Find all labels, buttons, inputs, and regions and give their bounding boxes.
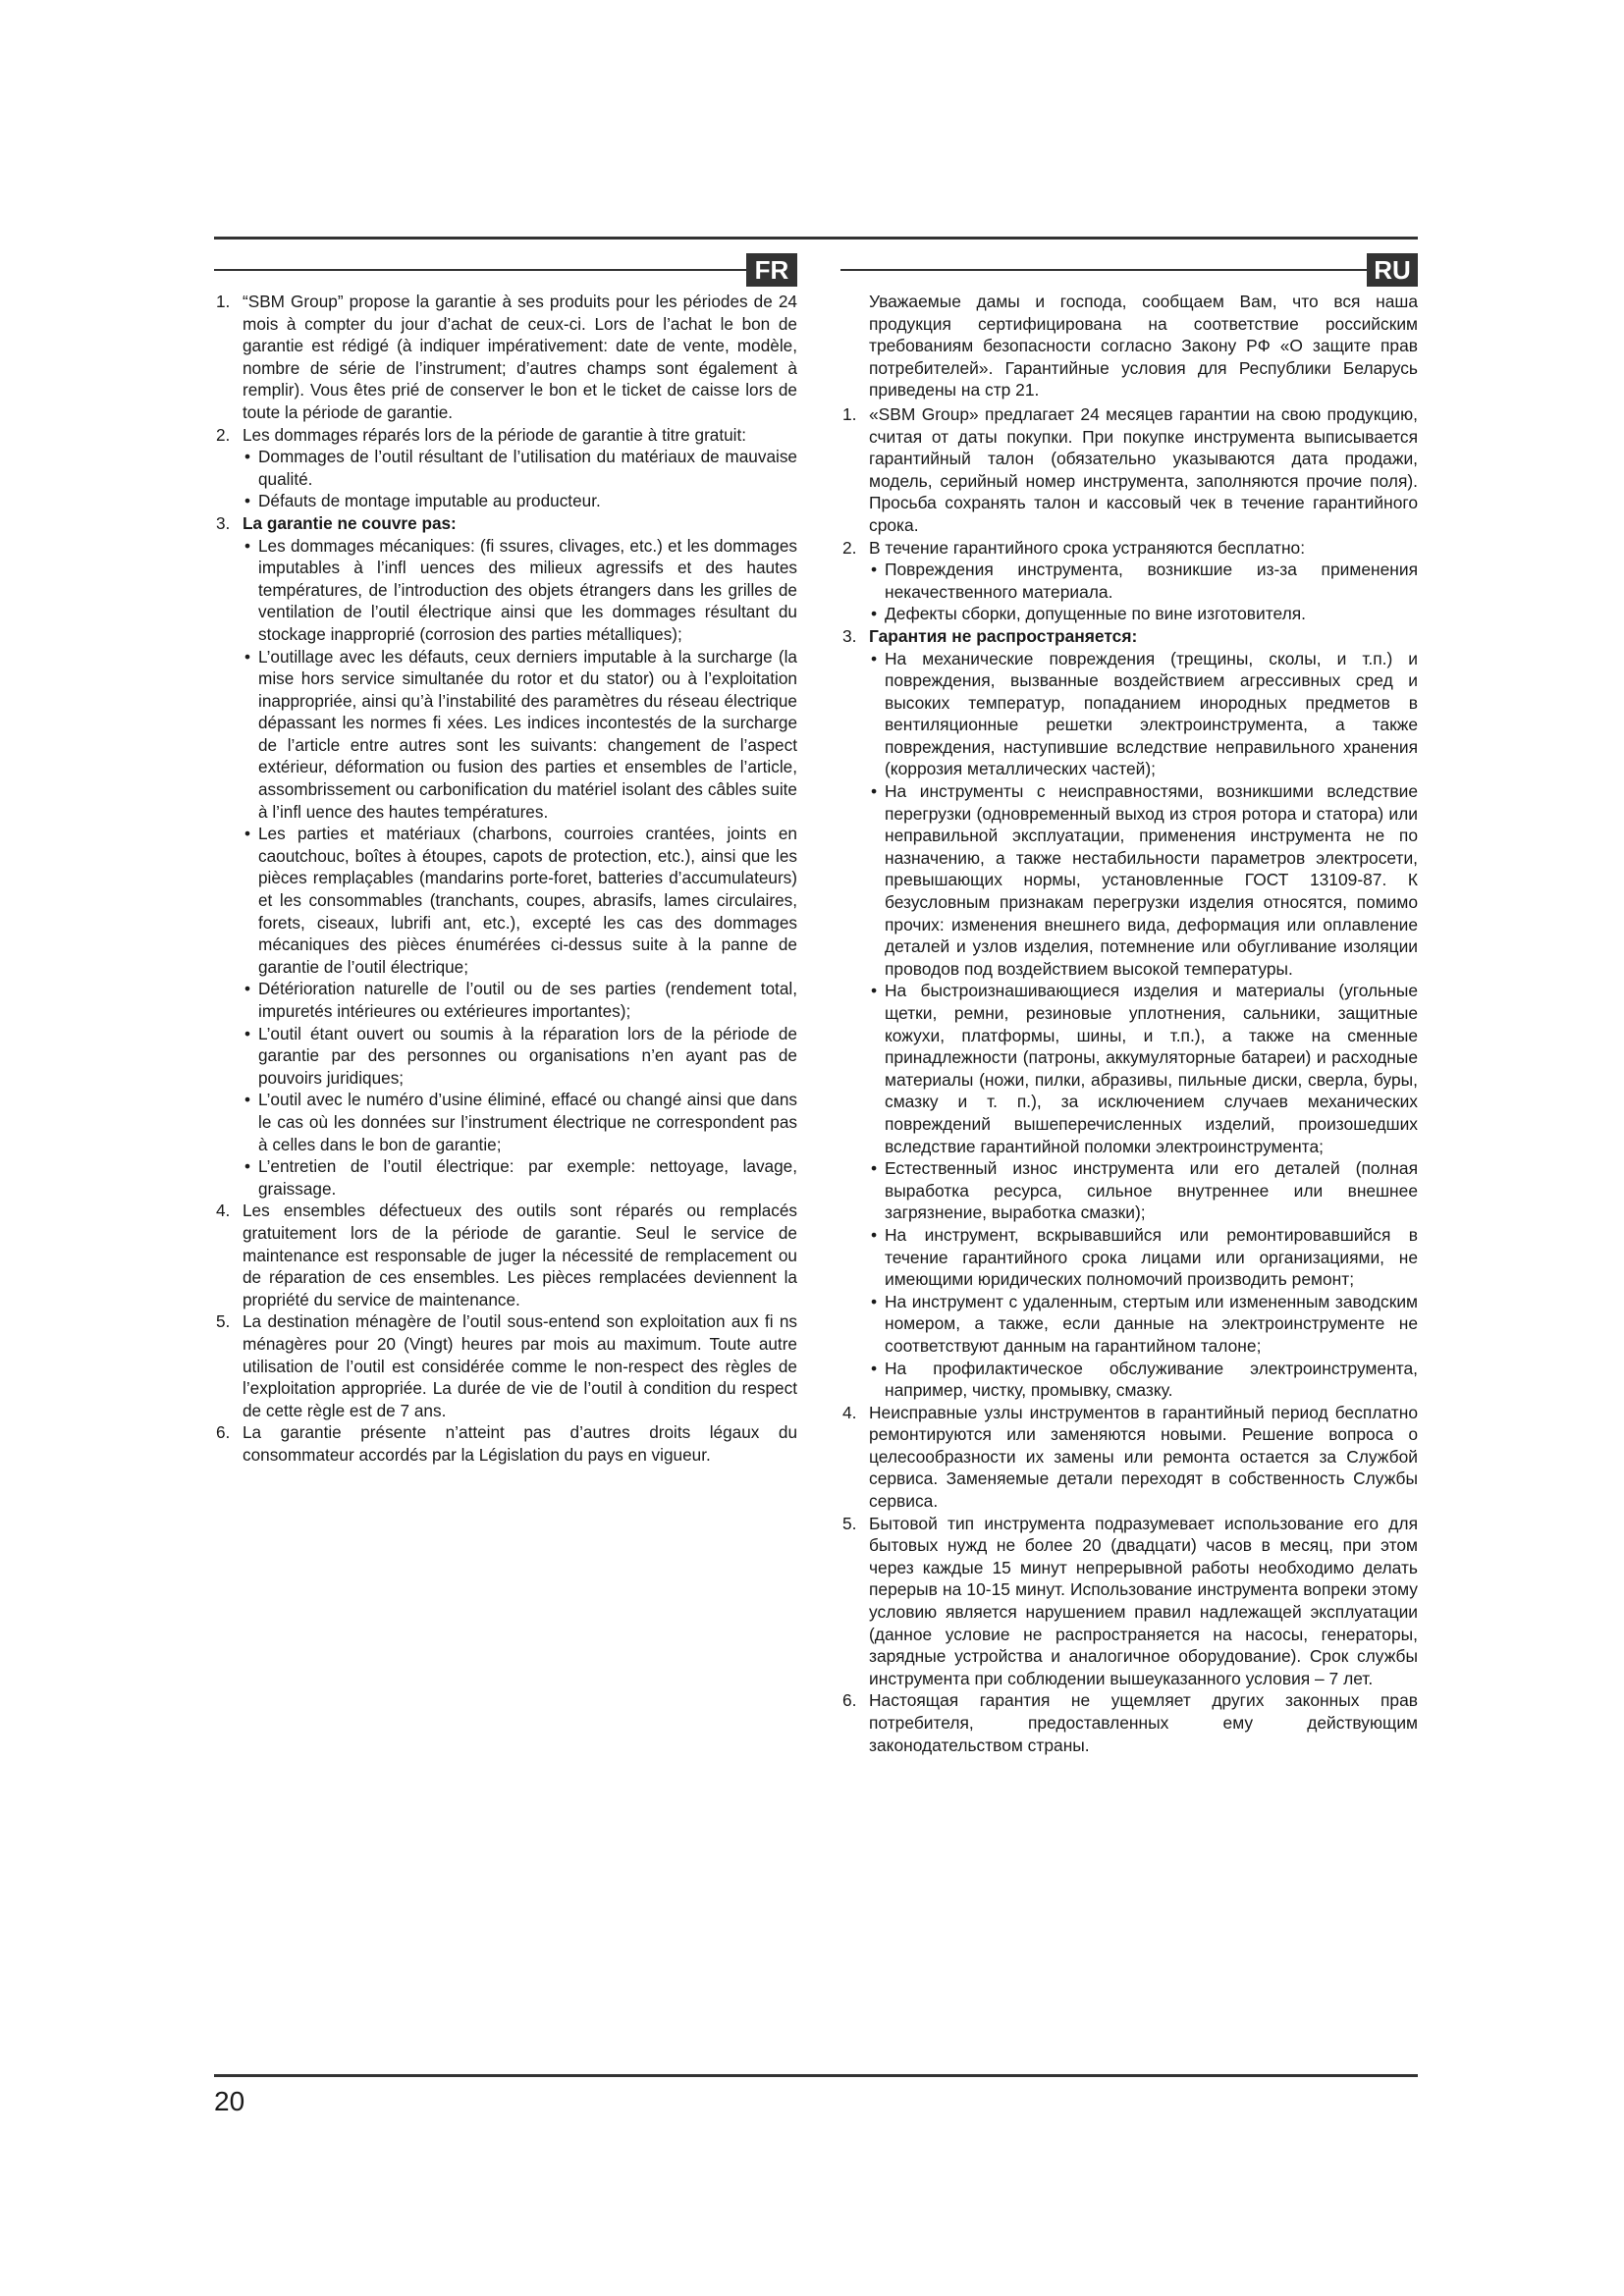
bullet-item: • На быстроизнашивающиеся изделия и материалы (угольные щетки, ремни, резиновые уплотнения, сальники, защитные кожухи, платформы, шины, и т.п.), а также на сменные принадлежности (патроны, аккумуляторные батареи) и расходные материалы (ножи, пилки, абразивы, пильные диски, сверла, буры, смазку и т. п.), за исключением случаев механических повреждений вышеперечисленных изделий, произошедших вследствие гарантийной поломки электроинструмента; xyxy=(871,981,1418,1156)
language-badge-fr: FR xyxy=(746,253,797,287)
header-rule xyxy=(214,237,1418,240)
bullet-item: • Les parties et matériaux (charbons, courroies crantées, joints en caoutchouc, boîtes à étoupes, capots de protection, etc.), ainsi que les pièces remplaçables (mandarins porte-foret, batteries d’accumulateurs) et les consommables (tranchants, coupes, abrasifs, lames circulaires, forets, ciseaux, lubrifi ant, etc.), excepté les cas des dommages mécaniques des pièces énumérées ci-dessus suite à la panne de garantie de l’outil électrique; xyxy=(244,824,797,977)
bullet-item: • Естественный износ инструмента или его деталей (полная выработка ресурса, сильное внутреннее или внешнее загрязнение, выработка смазки); xyxy=(871,1158,1418,1223)
russian-warranty-text xyxy=(840,291,1418,1756)
list-item: 6. Настоящая гарантия не ущемляет других законных прав потребителя, предоставленных ему действующим законодательством страны. xyxy=(842,1690,1418,1755)
list-item: 1. “SBM Group” propose la garantie à ses produits pour les périodes de 24 mois à compter du jour d’achat de ceux-ci. Lors de l’achat le bon de garantie est rédigé (à indiquer impérativement: date de vente, modèle, nombre de série de l’instrument; d’autres champs sont également à remplir). Vous êtes prié de conserver le bon et le ticket de caisse lors de toute la période de garantie. xyxy=(216,292,797,422)
list-item: 4. Les ensembles défectueux des outils sont réparés ou remplacés gratuitement lors de la période de garantie. Seul le service de maintenance est responsable de juger la nécessité de remplacement ou de réparation de ces ensembles. Les pièces remplacées deviennent la propriété du service de maintenance. xyxy=(216,1201,797,1309)
french-header xyxy=(214,253,797,287)
russian-header xyxy=(840,253,1418,287)
bullet-item: • L’outil étant ouvert ou soumis à la réparation lors de la période de garantie par des personnes ou organisations n’en ayant pas de pouvoirs juridiques; xyxy=(244,1023,797,1088)
bullet-item: • Дефекты сборки, допущенные по вине изготовителя. xyxy=(871,604,1307,624)
bullet-item: • L’outil avec le numéro d’usine éliminé, effacé ou changé ainsi que dans le cas où les données sur l’instrument électrique ne correspondent pas à celles dans le bon de garantie; xyxy=(244,1090,797,1154)
bullet-item: • Dommages de l’outil résultant de l’utilisation du matériaux de mauvaise qualité. xyxy=(244,447,797,489)
section-title: La garantie ne couvre pas: xyxy=(243,512,457,533)
language-badge-ru: RU xyxy=(1367,253,1418,287)
list-item: 1. «SBM Group» предлагает 24 месяцев гарантии на свою продукцию, считая от даты покупки. При покупке инструмента выписывается гарантийный талон (обязательно указываются дата продажи, модель, серийный номер инструмента, заполняются прочие поля). Просьба сохранять талон и кассовый чек в течение гарантийного срока. xyxy=(842,403,1418,535)
footer-rule xyxy=(214,2074,1418,2077)
bullet-item: • На инструмент с удаленным, стертым или измененным заводским номером, а также, если данные на электроинструменте не соответствуют данным на гарантийном талоне; xyxy=(871,1291,1418,1356)
list-item: 3. Гарантия не распространяется: • На механические повреждения (трещины, сколы, и т.п.) и повреждения, вызванные воздействием агрессивных сред и высоких температур, попаданием инородных предметов в вентиляционные решетки электроинструмента, а также повреждения, наступившие вследствие неправильного хранения (коррозия металлических частей); • На инструменты с неисправностями, возникшими вследствие перегрузки (одновременный выход из строя ротора и статора) или неправильной эксплуатации, применения инструмента не по назначению, а также нестабильности параметров электросети, превышающих нормы, установленные ГОСТ 13109-87. К безусловным признакам перегрузки изделия относятся, помимо прочих: изменения внешнего вида, деформация или оплавление деталей и узлов изделия, потемнение или обугливание изоляции проводов под воздействием высокой температуры. • На быстроизнашивающиеся изделия и материалы (угольные щетки, ремни, резиновые уплотнения, сальники, защитные кожухи, платформы, шины, и т.п.), а также на сменные принадлежности (патроны, аккумуляторные батареи) и расходные материалы (ножи, пилки, абразивы, пильные диски, сверла, буры, смазку и т. п.), за исключением случаев механических повреждений вышеперечисленных изделий, произошедших вследствие гарантийной поломки электроинструмента; • Естественный износ инструмента или его деталей (полная выработка ресурса, сильное внутреннее или внешнее загрязнение, выработка смазки); • На инструмент, вскрывавшийся или ремонтировавшийся в течение гарантийного срока лицами или организациями, не имеющими юридических полномочий производить ремонт; • На инструмент с удаленным, стертым или измененным заводским номером, а также, если данные на электроинструменте не соответствуют данным на гарантийном талоне; • На профилактическое обслуживание электроинструмента, например, чистку, промывку, смазку. xyxy=(842,625,1418,1401)
bullet-list xyxy=(243,446,797,512)
list-item: 5. La destination ménagère de l’outil sous-entend son exploitation aux fi ns ménagères pour 20 (Vingt) heures par mois au maximum. Toute autre utilisation de l’outil est considérée comme le non-respect des règles de l’exploitation appropriée. La durée de vie de l’outil à condition du respect de cette règle est de 7 ans. xyxy=(216,1311,797,1420)
bullet-item: • На механические повреждения (трещины, сколы, и т.п.) и повреждения, вызванные воздействием агрессивных сред и высоких температур, попаданием инородных предметов в вентиляционные решетки электроинструмента, а также повреждения, наступившие вследствие неправильного хранения (коррозия металлических частей); xyxy=(871,648,1418,779)
french-column xyxy=(214,253,797,1466)
bullet-item: • Les dommages mécaniques: (fi ssures, clivages, etc.) et les dommages imputables à l’infl uences des milieux agressifs et des hautes températures, de l’introduction des objets étrangers dans les grilles de ventilation de l’outil électrique ainsi que les dommages résultant du stockage inapproprié (corrosion des parties métalliques); xyxy=(244,535,797,644)
bullet-item: • На инструменты с неисправностями, возникшими вследствие перегрузки (одновременный выход из строя ротора и статора) или неправильной эксплуатации, применения инструмента не по назначению, а также нестабильности параметров электросети, превышающих нормы, установленные ГОСТ 13109-87. К безусловным признакам перегрузки изделия относятся, помимо прочих: изменения внешнего вида, деформация или оплавление деталей и узлов изделия, потемнение или обугливание изоляции проводов под воздействием высокой температуры. xyxy=(871,781,1418,979)
list-item: 6. La garantie présente n’atteint pas d’autres droits légaux du consommateur accordés par la Législation du pays en vigueur. xyxy=(216,1422,797,1465)
bullet-item: • Détérioration naturelle de l’outil ou de ses parties (rendement total, impuretés intérieures ou extérieures importantes); xyxy=(244,979,797,1021)
list-item: 4. Неисправные узлы инструментов в гарантийный период бесплатно ремонтируются или заменяются новыми. Решение вопроса о целесообразности их замены или ремонта остается за Службой сервиса. Заменяемые детали переходят в собственность Службы сервиса. xyxy=(842,1402,1418,1512)
list-item: 2. Les dommages réparés lors de la période de garantie à titre gratuit: • Dommages de l’outil résultant de l’utilisation du matériaux de mauvaise qualité. • Défauts de montage imputable au producteur. xyxy=(216,424,797,511)
bullet-list xyxy=(243,535,797,1201)
russian-header-rule xyxy=(840,269,1375,271)
french-warranty-list xyxy=(214,291,797,1466)
bullet-item: • L’outillage avec les défauts, ceux derniers imputable à la surcharge (la mise hors service simultanée du rotor et du stator) ou à l’exploitation inappropriée, ainsi qu’à l’instabilité des paramètres du réseau électrique dépassant les normes fi xées. Les indices incontestés de la surcharge de l’article entre autres sont les suivants: changement de l’aspect extérieur, déformation ou fusion des parties et ensembles de l’article, assombrissement ou carbonification du matériel isolant des câbles suite à l’infl uence des hautes températures. xyxy=(244,646,797,822)
list-item: 3. La garantie ne couvre pas: • Les dommages mécaniques: (fi ssures, clivages, etc.) et les dommages imputables à l’infl uences des milieux agressifs et des hautes températures, de l’introduction des objets étrangers dans les grilles de ventilation de l’outil électrique ainsi que les dommages résultant du stockage inapproprié (corrosion des parties métalliques); • L’outillage avec les défauts, ceux derniers imputable à la surcharge (la mise hors service simultanée du rotor et du stator) ou à l’exploitation inappropriée, ainsi qu’à l’instabilité des paramètres du réseau électrique dépassant les normes fi xées. Les indices incontestés de la surcharge de l’article entre autres sont les suivants: changement de l’aspect extérieur, déformation ou fusion des parties et ensembles de l’article, assombrissement ou carbonification du matériel isolant des câbles suite à l’infl uence des hautes températures. • Les parties et matériaux (charbons, courroies crantées, joints en caoutchouc, boîtes à étoupes, capots de protection, etc.), ainsi que les pièces remplaçables (mandarins porte-foret, batteries d’accumulateurs) et les consommables (tranchants, coupes, abrasifs, lames circulaires, forets, ciseaux, lubrifi ant, etc.), excepté les cas des dommages mécaniques des pièces énumérées ci-dessus suite à la panne de garantie de l’outil électrique; • Détérioration naturelle de l’outil ou de ses parties (rendement total, impuretés intérieures ou extérieures importantes); • L’outil étant ouvert ou soumis à la réparation lors de la période de garantie par des personnes ou organisations n’en ayant pas de pouvoirs juridiques; • L’outil avec le numéro d’usine éliminé, effacé ou changé ainsi que dans le cas où les données sur l’instrument électrique ne correspondent pas à celles dans le bon de garantie; • L’entretien de l’outil électrique: par exemple: nettoyage, lavage, graissage. xyxy=(216,512,797,1199)
russian-intro: Уважаемые дамы и господа, сообщаем Вам, что вся наша продукция сертифицирована на соответствие российским требованиям безопасности согласно Закону РФ «О защите прав потребителей». Гарантийные условия для Республики Беларусь приведены на стр 21. xyxy=(869,292,1418,400)
french-header-rule xyxy=(214,269,754,271)
bullet-item: • На профилактическое обслуживание электроинструмента, например, чистку, промывку, смазку. xyxy=(871,1358,1418,1401)
page-number: 20 xyxy=(214,2086,245,2116)
bullet-item: • L’entretien de l’outil électrique: par exemple: nettoyage, lavage, graissage. xyxy=(244,1156,797,1199)
russian-warranty-list xyxy=(840,403,1418,1756)
bullet-list xyxy=(869,648,1418,1402)
bullet-list xyxy=(869,559,1418,625)
list-item: 5. Бытовой тип инструмента подразумевает использование его для бытовых нужд не более 20 (двадцати) часов в месяц, при этом через каждые 15 минут непрерывной работы необходимо делать перерыв на 10-15 минут. Использование инструмента вопреки этому условию является нарушением правил надлежащей эксплуатации (данное условие не распространяется на насосы, генераторы, зарядные устройства и аналогичное оборудование). Срок службы инструмента при соблюдении вышеуказанного условия – 7 лет. xyxy=(842,1513,1418,1688)
bullet-item: • На инструмент, вскрывавшийся или ремонтировавшийся в течение гарантийного срока лицами или организациями, не имеющими юридических полномочий производить ремонт; xyxy=(871,1224,1418,1290)
section-title: Гарантия не распространяется: xyxy=(869,625,1138,646)
bullet-item: • Повреждения инструмента, возникшие из-за применения некачественного материала. xyxy=(871,560,1418,602)
bullet-item: • Défauts de montage imputable au producteur. xyxy=(244,491,601,511)
russian-column xyxy=(840,253,1418,1756)
list-item: 2. В течение гарантийного срока устраняются бесплатно: • Повреждения инструмента, возникшие из-за применения некачественного материала. • Дефекты сборки, допущенные по вине изготовителя. xyxy=(842,537,1418,624)
french-warranty-text xyxy=(214,291,797,1466)
